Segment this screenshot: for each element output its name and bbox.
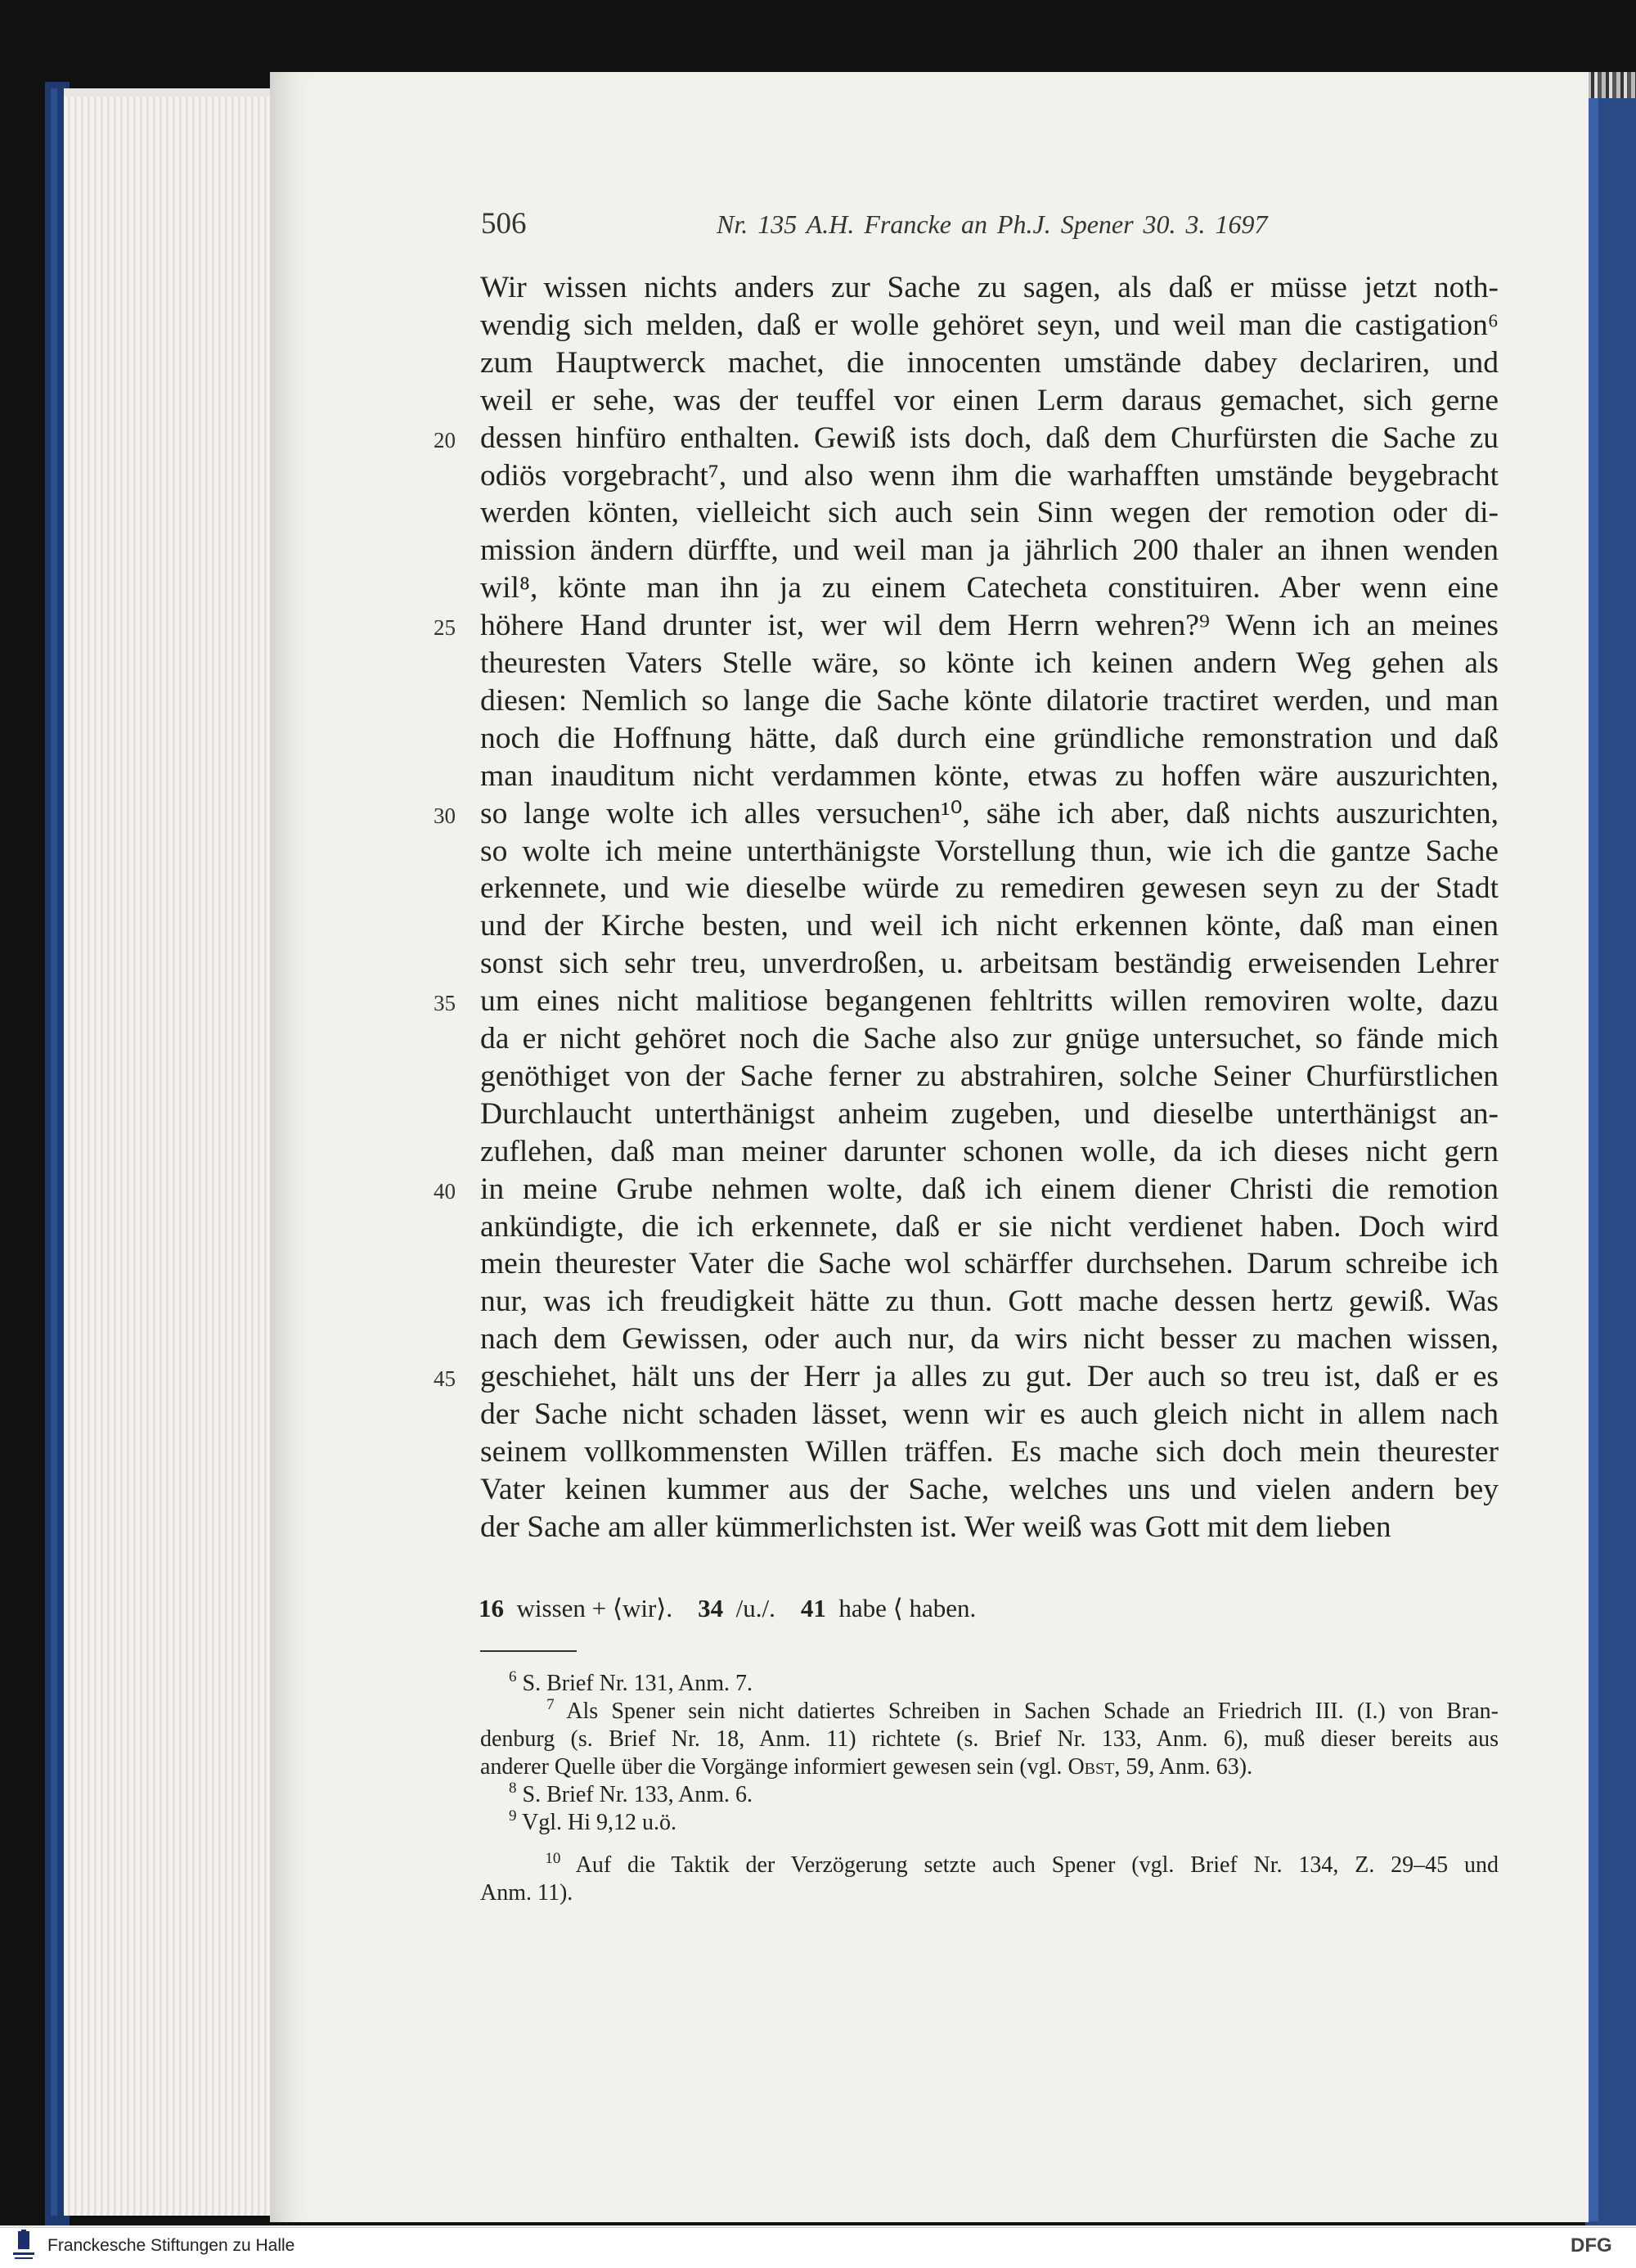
book-cover-left-edge (51, 88, 57, 2216)
footnote-marker: 10 (545, 1850, 561, 1867)
body-line: wendig sich melden, daß er wolle gehöret seyn, und weil man die castigation⁶ (480, 308, 1499, 342)
footnote-10-line-1: $^{10}$ Auf die Taktik der Verzögerung setzte auch Spener (vgl. Brief Nr. 134, Z. 29–45 und (545, 1850, 1499, 1878)
footnote-7-line-3: anderer Quelle über die Vorgänge informiert gewesen sein (vgl. Obst, 59, Anm. 63). (480, 1754, 1253, 1780)
author-smallcaps: Obst (1067, 1754, 1115, 1780)
footnote-marker: 6 (509, 1668, 517, 1685)
body-line: mission ändern dürffte, und weil man ja jährlich 200 thaler an ihnen wenden (480, 533, 1499, 568)
body-line: werden könten, vielleicht sich auch sein Sinn wegen der remotion oder di- (480, 496, 1499, 530)
body-line: man inauditum nicht verdammen könte, etwas zu hoffen wäre auszurichten, (480, 758, 1499, 793)
body-line: so lange wolte ich alles versuchen¹⁰, sähe ich aber, daß nichts auszurichten, (480, 796, 1499, 830)
line-number: 40 (434, 1178, 456, 1204)
body-line: weil er sehe, was der teuffel vor einen Lerm daraus gemachet, sich gerne (480, 383, 1499, 417)
body-line: in meine Grube nehmen wolte, daß ich einem diener Christi die remotion (480, 1172, 1499, 1206)
apparatus-entry: /u./. (735, 1594, 775, 1622)
footnote-10-line-2: Anm. 11). (480, 1880, 573, 1906)
body-line: diesen: Nemlich so lange die Sache könte dilatorie tractiret werden, und man (480, 683, 1499, 718)
dfg-logo: DFG (1571, 2234, 1612, 2257)
body-line: odiös vorgebracht⁷, und also wenn ihm die warhafften umstände beygebracht (480, 458, 1499, 493)
body-line: so wolte ich meine unterthänigste Vorstellung thun, wie ich die gantze Sache (480, 834, 1499, 868)
body-line: erkennete, und wie dieselbe würde zu remediren gewesen seyn zu der Stadt (480, 871, 1499, 906)
body-line: geschiehet, hält uns der Herr ja alles zu gut. Der auch so treu ist, daß er es (480, 1360, 1499, 1394)
footnote-separator (480, 1650, 577, 1652)
body-line: Vater keinen kummer aus der Sache, welches uns und vielen andern bey (480, 1472, 1499, 1506)
line-number: 25 (434, 615, 456, 641)
body-line: sonst sich sehr treu, unverdroßen, u. arbeitsam beständig erweisenden Lehrer (480, 947, 1499, 981)
body-line: der Sache am aller kümmerlichsten ist. Wer weiß was Gott mit dem lieben (480, 1510, 1391, 1544)
footnote-9: $^9$ Vgl. Hi 9,12 u.ö. (509, 1807, 676, 1835)
body-line: dessen hinfüro enthalten. Gewiß ists doch, daß dem Churfürsten die Sache zu (480, 421, 1499, 455)
footer-institution-link[interactable]: Franckesche Stiftungen zu Halle (47, 2236, 295, 2255)
apparatus-line-number: 16 (479, 1594, 504, 1622)
footnote-8: $^8$ S. Brief Nr. 133, Anm. 6. (509, 1780, 753, 1807)
body-line: seinem vollkommensten Willen träffen. Es mache sich doch mein theurester (480, 1434, 1499, 1469)
footnote-marker: 8 (509, 1780, 517, 1797)
body-line: um eines nicht malitiose begangenen fehltritts willen removiren wolte, dazu (480, 984, 1499, 1019)
body-line: nur, was ich freudigkeit hätte zu thun. Gott mache dessen hertz gewiß. Was (480, 1285, 1499, 1319)
line-number: 30 (434, 803, 456, 828)
running-head: Nr. 135 A.H. Francke an Ph.J. Spener 30. 3. 1697 (717, 209, 1268, 239)
line-number: 35 (434, 991, 456, 1016)
page-number: 506 (481, 207, 527, 241)
body-line: genöthiget von der Sache ferner zu abstrahiren, solche Seiner Churfürstlichen (480, 1059, 1499, 1093)
footnote-marker: 9 (509, 1807, 517, 1825)
apparatus-entry: habe ⟨ haben. (838, 1594, 977, 1622)
line-number: 20 (434, 427, 456, 452)
body-line: da er nicht gehöret noch die Sache also zur gnüge untersuchet, so fände mich (480, 1022, 1499, 1055)
body-line: zuflehen, daß man meiner darunter schonen wolle, da ich dieses nicht gern (480, 1134, 1499, 1168)
footnote-7-line-2: denburg (s. Brief Nr. 18, Anm. 11) richtete (s. Brief Nr. 133, Anm. 6), muß dieser bereits aus (480, 1726, 1499, 1752)
apparatus-entry: wissen + ⟨wir⟩. (516, 1594, 673, 1622)
body-line: nach dem Gewissen, oder auch nur, da wirs nicht besser zu machen wissen, (480, 1322, 1499, 1357)
textual-apparatus (479, 1594, 976, 1623)
body-line: ankündigte, die ich erkennete, daß er sie nicht verdienet haben. Doch wird (480, 1209, 1499, 1244)
body-line: noch die Hoffnung hätte, daß durch eine gründliche remonstration und daß (480, 721, 1499, 755)
footnote-7-line-1: $^7$ Als Spener sein nicht datiertes Schreiben in Sachen Schade an Friedrich III. (I.) von Bran- (546, 1696, 1499, 1724)
line-number: 45 (434, 1366, 456, 1392)
body-line: zum Hauptwerck machet, die innocenten umstände dabey declariren, und (480, 345, 1499, 380)
apparatus-line-number: 34 (698, 1594, 724, 1622)
body-line: theuresten Vaters Stelle wäre, so könte ich keinen andern Weg gehen als (480, 646, 1499, 680)
footnote-marker: 7 (546, 1696, 555, 1713)
apparatus-line-number: 41 (800, 1594, 826, 1622)
body-line: und der Kirche besten, und weil ich nicht erkennen könte, daß man einen (480, 909, 1499, 943)
page-stack-edges (64, 97, 281, 2216)
color-calibration-strip (1583, 72, 1636, 98)
body-line: höhere Hand drunter ist, wer wil dem Herrn wehren?⁹ Wenn ich an meines (480, 609, 1499, 643)
body-line: mein theurester Vater die Sache wol schärffer durchsehen. Darum schreibe ich (480, 1247, 1499, 1281)
footnote-6: $^6$ S. Brief Nr. 131, Anm. 7. (509, 1668, 753, 1696)
body-line: Durchlaucht unterthänigst anheim zugeben, und dieselbe unterthänigst an- (480, 1096, 1499, 1131)
franckesche-stiftungen-logo-icon (11, 2230, 36, 2264)
body-line: der Sache nicht schaden lässet, wenn wir es auch gleich nicht in allem nach (480, 1397, 1499, 1431)
body-line: Wir wissen nichts anders zur Sache zu sagen, als daß er müsse jetzt noth- (480, 271, 1499, 304)
book-cover-right-edge (1587, 82, 1598, 2221)
body-line: wil⁸, könte man ihn ja zu einem Catecheta constituiren. Aber wenn eine (480, 571, 1499, 605)
